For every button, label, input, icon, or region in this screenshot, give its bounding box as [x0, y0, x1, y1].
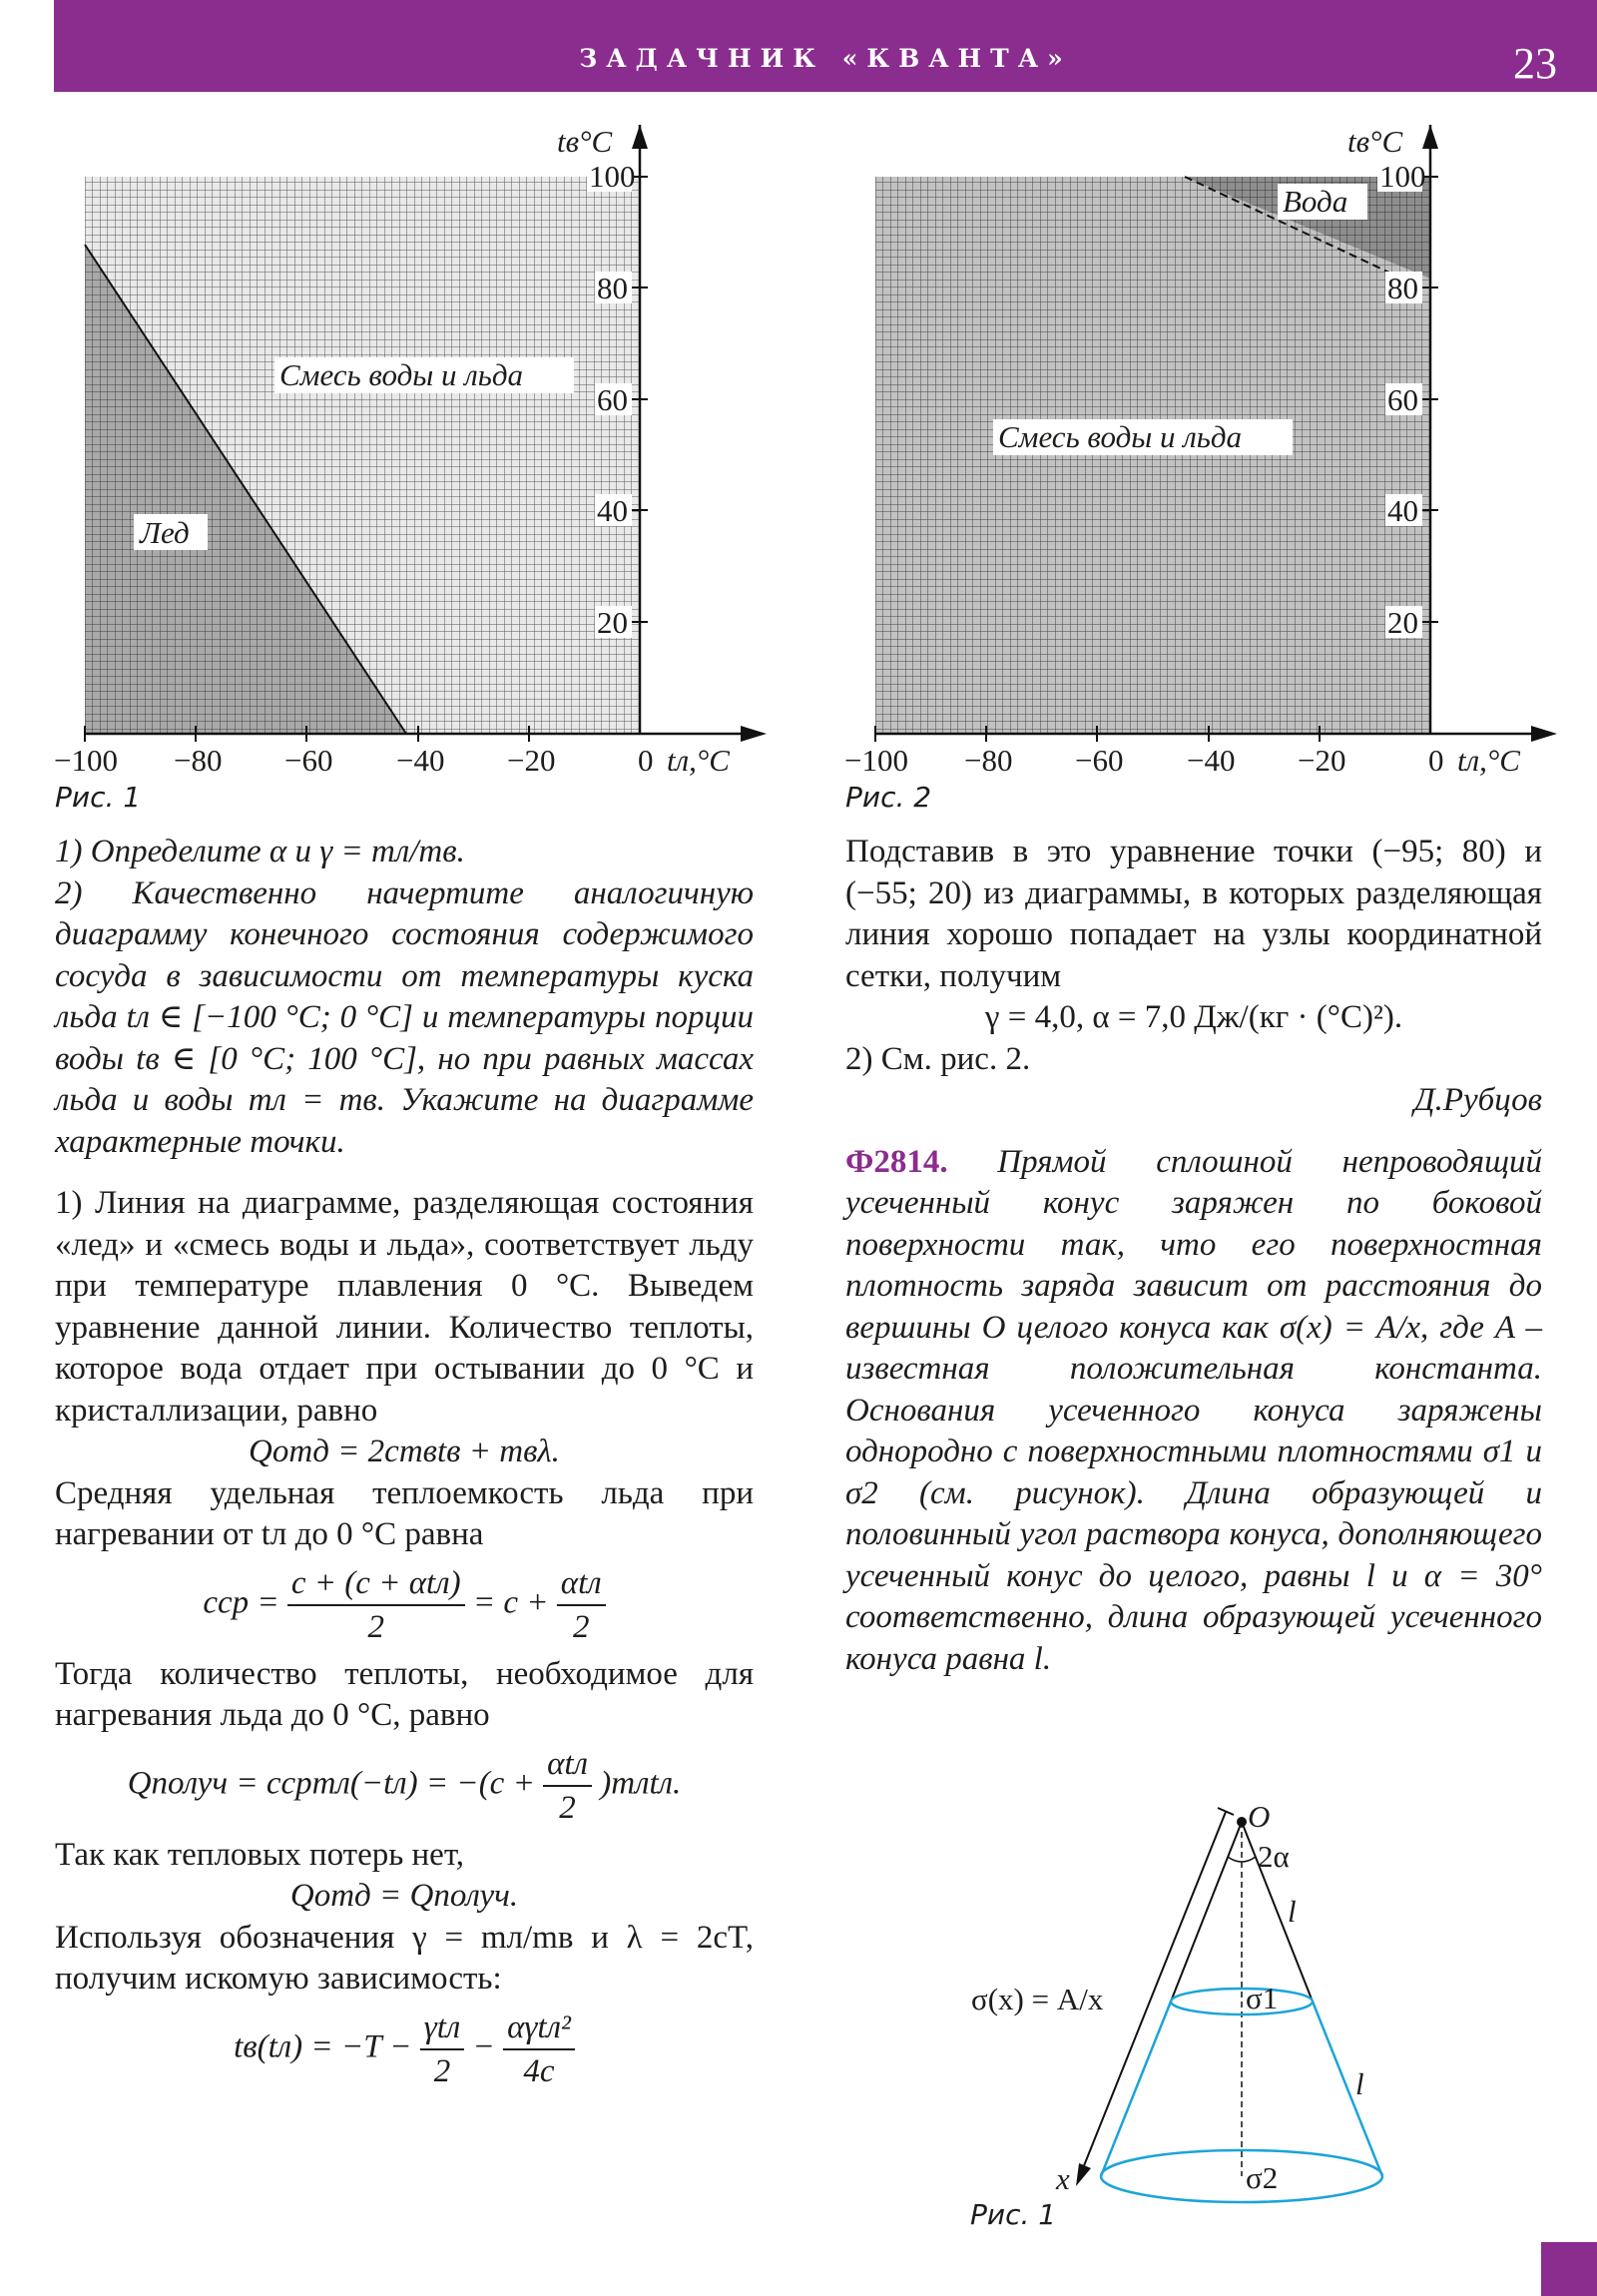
fraction	[557, 1562, 606, 1648]
left-column	[55, 832, 754, 2098]
y-tick-20: 20	[597, 605, 628, 640]
formula-gamma-alpha: γ = 4,0, α = 7,0 Дж/(кг · (°C)²).	[984, 999, 1403, 1035]
cone-figure-caption: Рис. 1	[970, 2198, 1057, 2231]
numerator: γtл	[420, 2007, 465, 2050]
x-tick-neg100: −100	[54, 743, 118, 778]
label-sigma2: σ2	[1246, 2160, 1279, 2195]
x-axis-label: tл,°C	[1457, 743, 1520, 778]
cone-figure	[958, 1797, 1427, 2216]
label-x: x	[1056, 2161, 1070, 2196]
formula-q-poluch	[55, 1743, 754, 1829]
right-column	[845, 832, 1542, 1680]
fraction	[420, 2007, 465, 2092]
x-tick-labels	[54, 743, 654, 778]
problem-text: Прямой сплошной непроводящий усеченный конус заряжен по боковой поверхности так, что его поверхностная плотность заряда зависит от расстояния до вершины O целого конуса как σ(x) = A/x, где A – известная положительная константа. Основания усеченного конуса заряжены однородно с поверхностными плотностями σ1 и σ2 (см. рисунок). Длина образующей и половинный угол раствора конуса, дополняющего усеченный конус до целого, равны l и α = 30° соответственно, длина образующей усеченного конуса равна l.	[845, 1143, 1542, 1677]
figure2-diagram	[830, 115, 1559, 794]
page-header	[54, 0, 1597, 92]
label-o: O	[1248, 1799, 1271, 1834]
formula-q-poluch-rhs: )mлtл.	[600, 1765, 682, 1802]
frustum-left-edge	[1101, 2002, 1171, 2176]
region-water-label: Вода	[1283, 184, 1348, 219]
x-axis-arrowhead	[1076, 2163, 1091, 2186]
numerator: αtл	[557, 1562, 606, 1606]
numerator: αtл	[543, 1743, 592, 1787]
fraction	[543, 1743, 592, 1829]
author: Д.Рубцов	[1413, 1082, 1542, 1118]
y-tick-100: 100	[1379, 159, 1426, 194]
x-tick-neg40: −40	[396, 743, 445, 778]
solution-para-1: 1) Линия на диаграмме, разделяющая состояния «лед» и «смесь воды и льда», соответствует льду при температуре плавления 0 °C. Выведем уравнение данной линии. Количество теплоты, которое вода отдает при остывании до 0 °C и кристаллизации, равно	[55, 1185, 754, 1429]
label-sigma-formula: σ(x) = A/x	[971, 1982, 1104, 2016]
label-angle: 2α	[1258, 1839, 1290, 1874]
x-tick-neg60: −60	[1075, 743, 1124, 778]
fraction	[287, 1562, 465, 1648]
cone-top-left-edge	[1171, 1822, 1242, 2002]
x-tick-labels	[844, 743, 1444, 778]
label-sigma1: σ1	[1246, 1981, 1279, 2015]
formula-c-sr	[55, 1562, 754, 1648]
numerator: c + (c + αtл)	[287, 1562, 465, 1606]
x-tick-neg80: −80	[174, 743, 223, 778]
journal-title: ЗАДАЧНИК «КВАНТА»	[579, 44, 1072, 73]
solution-para-7: 2) См. рис. 2.	[845, 1040, 1031, 1077]
formula-c-sr-lhs: cср =	[203, 1584, 279, 1621]
y-tick-40: 40	[1387, 493, 1418, 528]
solution-para-2: Средняя удельная теплоемкость льда при нагревании от tл до 0 °C равна	[55, 1474, 754, 1552]
formula-result-mid: −	[472, 2028, 495, 2065]
task-1: 1) Определите α и γ = mл/mв.	[55, 834, 465, 869]
x-tick-neg20: −20	[1298, 743, 1346, 778]
y-axis-arrow	[632, 125, 648, 149]
problem-id: Ф2814.	[845, 1143, 948, 1180]
x-axis-arrow	[741, 726, 767, 742]
solution-para-5: Используя обозначения γ = mл/mв и λ = 2cT, получим искомую зависимость:	[55, 1919, 754, 1997]
label-l-top: l	[1288, 1894, 1297, 1929]
formula-balance: Qотд = Qполуч.	[289, 1878, 519, 1914]
y-tick-80: 80	[597, 271, 628, 305]
y-tick-20: 20	[1387, 605, 1418, 640]
solution-para-4: Так как тепловых потерь нет,	[55, 1836, 465, 1873]
y-tick-60: 60	[597, 382, 628, 417]
x-axis-arrow	[1531, 726, 1557, 742]
label-l-side: l	[1355, 2066, 1364, 2101]
y-axis-label: tв°C	[557, 124, 613, 159]
y-axis-label: tв°C	[1347, 124, 1403, 159]
vertex-point	[1237, 1817, 1247, 1827]
numerator: αγtл²	[503, 2007, 575, 2050]
region-ice-label: Лед	[140, 515, 190, 550]
page-number: 23	[1513, 39, 1557, 88]
x-tick-neg60: −60	[284, 743, 333, 778]
solution-para-3: Тогда количество теплоты, необходимое для нагревания льда до 0 °C, равно	[55, 1655, 754, 1733]
formula-result	[55, 2007, 754, 2092]
formula-q-otd: Qотд = 2cmвtв + mвλ.	[249, 1434, 560, 1469]
y-tick-60: 60	[1387, 382, 1418, 417]
figure1-diagram	[40, 115, 769, 794]
formula-c-sr-mid: = c +	[472, 1584, 549, 1621]
x-tick-neg20: −20	[507, 743, 556, 778]
denominator: 4c	[523, 2052, 555, 2089]
denominator: 2	[367, 1608, 384, 1645]
x-tick-0: 0	[638, 743, 654, 778]
x-tick-neg100: −100	[844, 743, 908, 778]
formula-q-poluch-lhs: Qполуч = cсрmл(−tл) = −(c +	[127, 1765, 535, 1802]
y-tick-80: 80	[1387, 271, 1418, 305]
fraction	[503, 2007, 575, 2092]
denominator: 2	[433, 2052, 451, 2089]
solution-para-6: Подставив в это уравнение точки (−95; 80) и (−55; 20) из диаграммы, в которых разделяющая линия хорошо попадает на узлы координатной сетки, получим	[845, 834, 1542, 994]
y-axis-arrow	[1422, 125, 1438, 149]
figure1-caption: Рис. 1	[55, 781, 142, 814]
x-axis-label: tл,°C	[667, 743, 730, 778]
x-tick-0: 0	[1428, 743, 1444, 778]
figure2-caption: Рис. 2	[845, 781, 932, 814]
region-mix-label: Смесь воды и льда	[998, 419, 1243, 454]
x-tick-neg80: −80	[964, 743, 1013, 778]
y-tick-100: 100	[589, 159, 636, 194]
region-mix-label: Смесь воды и льда	[279, 357, 524, 392]
x-tick-neg40: −40	[1187, 743, 1236, 778]
task-2: 2) Качественно начертите аналогичную диаграмму конечного состояния содержимого сосуда в зависимости от температуры куска льда tл ∈ [−100 °C; 0 °C] и температуры порции воды tв ∈ [0 °C; 100 °C], но при равных массах льда и воды mл = mв. Укажите на диаграмме характерные точки.	[55, 874, 754, 1160]
formula-result-lhs: tв(tл) = −T −	[234, 2028, 412, 2065]
denominator: 2	[572, 1608, 590, 1645]
denominator: 2	[559, 1789, 576, 1826]
frustum-right-edge	[1313, 2002, 1382, 2176]
problem-f2814	[845, 1142, 1542, 1681]
corner-tab	[1541, 2242, 1597, 2296]
y-tick-40: 40	[597, 493, 628, 528]
